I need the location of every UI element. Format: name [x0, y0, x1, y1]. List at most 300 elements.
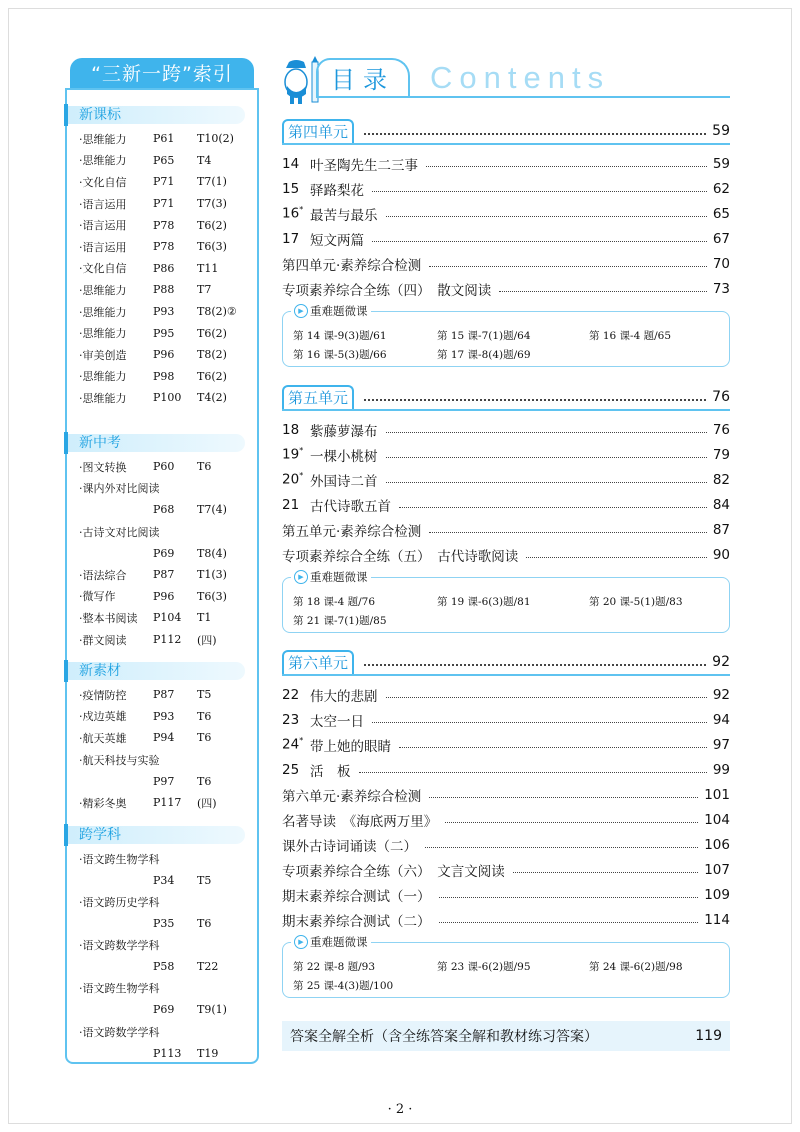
index-item-page: P104 — [153, 611, 182, 625]
entry-optional-mark: * — [299, 736, 304, 746]
entry-number-text: 20 — [282, 471, 300, 488]
dot-leader — [399, 747, 707, 748]
index-item-task: T1 — [197, 611, 212, 625]
index-item-row[interactable] — [67, 456, 257, 478]
play-icon: ▶ — [294, 304, 308, 318]
dot-leader — [526, 557, 707, 558]
toc-entry[interactable] — [282, 907, 730, 932]
index-item-label: ·戍边英雄 — [79, 710, 127, 724]
toc-entry[interactable] — [282, 176, 730, 201]
index-item-label: ·精彩冬奥 — [79, 796, 127, 810]
dot-leader — [399, 507, 707, 508]
entry-title: 带上她的眼睛 — [310, 738, 391, 755]
index-item-label: ·语文跨生物学科 — [79, 852, 160, 866]
entry-number — [282, 762, 310, 778]
dot-leader — [386, 432, 707, 433]
index-item-page: P78 — [153, 240, 175, 254]
index-item-task: T10(2) — [197, 132, 234, 146]
entry-optional-mark: * — [299, 205, 304, 215]
entry-page: 109 — [704, 886, 730, 903]
index-item-row[interactable] — [67, 279, 257, 301]
entry-title: 紫藤萝瀑布 — [310, 423, 378, 440]
dot-leader — [364, 133, 706, 135]
micro-lesson-grid — [293, 959, 719, 993]
index-item-task: T6(2) — [197, 326, 227, 340]
micro-lesson-item[interactable]: 第 14 课-9(3)题/61 — [293, 330, 387, 342]
index-list — [67, 684, 257, 814]
micro-lesson-title: 重难题微课 — [310, 304, 368, 318]
micro-lesson-item[interactable]: 第 24 课-6(2)题/98 — [589, 961, 683, 973]
entry-page: 79 — [712, 446, 730, 463]
index-item-row[interactable] — [67, 1042, 257, 1064]
index-item-row[interactable] — [67, 214, 257, 236]
index-item-row[interactable] — [67, 499, 257, 521]
index-item-page: P86 — [153, 261, 175, 275]
micro-lesson-item[interactable]: 第 17 课-8(4)题/69 — [437, 349, 531, 361]
entry-title: 第四单元·素养综合检测 — [282, 257, 422, 274]
dot-leader — [372, 722, 707, 723]
index-item-label: ·语言运用 — [79, 240, 127, 254]
entry-number — [282, 471, 310, 488]
toc-entry[interactable] — [282, 542, 730, 567]
micro-lesson-header — [291, 934, 371, 950]
entry-number-text: 15 — [282, 180, 300, 197]
entry-number-text: 23 — [282, 711, 300, 728]
index-item-label: ·群文阅读 — [79, 633, 127, 647]
entry-number-text: 14 — [282, 155, 300, 172]
index-item-label: ·思维能力 — [79, 154, 127, 168]
index-item-row[interactable] — [67, 999, 257, 1021]
index-item-label-row — [67, 934, 257, 956]
entry-title: 第六单元·素养综合检测 — [282, 788, 422, 805]
index-item-task: T6 — [197, 460, 212, 474]
index-item-row[interactable] — [67, 956, 257, 978]
index-item-task: T6(3) — [197, 240, 227, 254]
toc-subtitle: Contents — [430, 60, 611, 95]
index-item-row[interactable] — [67, 344, 257, 366]
index-item-row[interactable] — [67, 792, 257, 814]
dot-leader — [364, 399, 706, 401]
toc-entry[interactable] — [282, 226, 730, 251]
index-item-task: T7(4) — [197, 503, 227, 517]
entry-page: 97 — [712, 736, 730, 753]
toc-entry[interactable] — [282, 492, 730, 517]
dot-leader — [499, 291, 707, 292]
index-item-row[interactable] — [67, 542, 257, 564]
index-item-task: T19 — [197, 1046, 219, 1060]
index-item-task: T7(1) — [197, 175, 227, 189]
index-item-label: ·语文跨历史学科 — [79, 895, 160, 909]
toc-entry[interactable] — [282, 832, 730, 857]
index-item-row[interactable] — [67, 727, 257, 749]
index-item-page: P71 — [153, 175, 175, 189]
index-item-label: ·思维能力 — [79, 391, 127, 405]
entry-number — [282, 497, 310, 513]
index-item-label-row — [67, 891, 257, 913]
micro-lesson-box — [282, 935, 730, 998]
index-item-label: ·语文跨数学学科 — [79, 1025, 160, 1039]
index-item-label: ·航天科技与实验 — [79, 753, 160, 767]
index-item-label: ·思维能力 — [79, 283, 127, 297]
index-item-row[interactable] — [67, 913, 257, 935]
index-item-row[interactable] — [67, 870, 257, 892]
unit-header[interactable] — [282, 650, 730, 676]
entry-page: 104 — [704, 811, 730, 828]
entry-number-text: 21 — [282, 496, 300, 513]
index-item-page: P97 — [153, 774, 175, 788]
index-item-page: P117 — [153, 796, 182, 810]
micro-lesson-item[interactable]: 第 15 课-7(1)题/64 — [437, 330, 531, 342]
micro-lesson-box — [282, 304, 730, 367]
entry-page: 87 — [712, 521, 730, 538]
entry-number — [282, 422, 310, 438]
index-item-page: P69 — [153, 546, 175, 560]
index-item-task: (四) — [197, 796, 217, 810]
entry-title: 太空一日 — [310, 713, 364, 730]
toc-entry[interactable] — [282, 707, 730, 732]
entry-title: 伟大的悲剧 — [310, 688, 378, 705]
index-item-row[interactable] — [67, 258, 257, 280]
index-item-label: ·航天英雄 — [79, 731, 127, 745]
dot-leader — [386, 216, 707, 217]
entry-list — [282, 417, 730, 567]
dot-leader — [386, 457, 707, 458]
micro-lesson-item[interactable]: 第 20 课-5(1)题/83 — [589, 596, 683, 608]
page-number: · 2 · — [387, 1102, 413, 1117]
index-item-task: T6 — [197, 917, 212, 931]
entry-number-text: 19 — [282, 446, 300, 463]
entry-page: 59 — [712, 155, 730, 172]
index-list — [67, 456, 257, 650]
index-item-label: ·微写作 — [79, 590, 116, 604]
index-item-page: P96 — [153, 348, 175, 362]
index-list — [67, 848, 257, 1064]
toc-entry[interactable] — [282, 201, 730, 226]
entry-number — [282, 181, 310, 197]
micro-lesson-item[interactable]: 第 16 课-5(3)题/66 — [293, 349, 387, 361]
index-item-task: T8(2) — [197, 348, 227, 362]
index-item-page: P65 — [153, 153, 175, 167]
entry-title: 外国诗二首 — [310, 473, 378, 490]
entry-optional-mark: * — [299, 471, 304, 481]
index-item-page: P71 — [153, 197, 175, 211]
entry-title: 最苦与最乐 — [310, 207, 378, 224]
entry-number — [282, 712, 310, 728]
micro-lesson-header — [291, 569, 371, 585]
index-item-label: ·语文跨数学学科 — [79, 939, 160, 953]
entry-title: 叶圣陶先生二三事 — [310, 157, 418, 174]
unit-section — [282, 385, 730, 633]
index-item-label-row — [67, 749, 257, 771]
unit-page: 76 — [712, 389, 730, 405]
index-section-title: 新中考 — [67, 434, 245, 452]
answers-entry[interactable] — [282, 1021, 730, 1051]
index-item-page: P58 — [153, 960, 175, 974]
entry-page: 90 — [712, 546, 730, 563]
index-item-task: T4(2) — [197, 391, 227, 405]
micro-lesson-item[interactable]: 第 25 课-4(3)题/100 — [293, 980, 394, 992]
unit-title: 第六单元 — [282, 650, 354, 674]
index-item-task: T6(2) — [197, 369, 227, 383]
index-item-label: ·疫情防控 — [79, 688, 127, 702]
index-item-row[interactable] — [67, 586, 257, 608]
index-item-task: T8(4) — [197, 546, 227, 560]
entry-title: 第五单元·素养综合检测 — [282, 523, 422, 540]
index-item-label-row — [67, 1021, 257, 1043]
index-item-row[interactable] — [67, 770, 257, 792]
entry-number — [282, 446, 310, 463]
dot-leader — [426, 166, 707, 167]
index-item-row[interactable] — [67, 684, 257, 706]
dot-leader — [429, 266, 707, 267]
index-item-task: T8(2)② — [197, 305, 237, 319]
index-list — [67, 128, 257, 409]
micro-lesson-title: 重难题微课 — [310, 570, 368, 584]
unit-section — [282, 650, 730, 998]
toc-entry[interactable] — [282, 467, 730, 492]
index-item-label-row — [67, 478, 257, 500]
index-item-row[interactable] — [67, 607, 257, 629]
index-section — [67, 434, 257, 650]
index-item-page: P87 — [153, 568, 175, 582]
micro-lesson-item[interactable]: 第 18 课-4 题/76 — [293, 596, 376, 608]
entry-page: 114 — [704, 911, 730, 928]
index-item-page: P96 — [153, 589, 175, 603]
index-item-task: T7(3) — [197, 197, 227, 211]
index-item-page: P93 — [153, 305, 175, 319]
entry-title: 驿路梨花 — [310, 182, 364, 199]
index-item-label-row — [67, 521, 257, 543]
entry-title: 课外古诗词诵读（二） — [282, 838, 417, 855]
entry-title: 古代诗歌五首 — [310, 498, 391, 515]
entry-page: 101 — [704, 786, 730, 803]
index-item-page: P35 — [153, 917, 175, 931]
entry-title: 名著导读 《海底两万里》 — [282, 813, 438, 830]
index-item-label: ·整本书阅读 — [79, 611, 138, 625]
index-item-row[interactable] — [67, 366, 257, 388]
entry-title: 活 板 — [310, 763, 351, 780]
entry-page: 84 — [712, 496, 730, 513]
index-section — [67, 106, 257, 409]
entry-page: 94 — [712, 711, 730, 728]
entry-number — [282, 205, 310, 222]
index-panel — [65, 88, 259, 1064]
unit-page: 92 — [712, 654, 730, 670]
index-item-label: ·思维能力 — [79, 370, 127, 384]
index-item-page: P113 — [153, 1046, 182, 1060]
entry-title: 专项素养综合全练（五） 古代诗歌阅读 — [282, 548, 519, 565]
entry-number-text: 24 — [282, 736, 300, 753]
entry-number-text: 16 — [282, 205, 300, 222]
index-title: “三新一跨”索引 — [70, 58, 254, 90]
index-section-title: 跨学科 — [67, 826, 245, 844]
index-item-page: P88 — [153, 283, 175, 297]
index-item-task: T9(1) — [197, 1003, 227, 1017]
dot-leader — [372, 191, 707, 192]
index-item-label-row — [67, 978, 257, 1000]
entry-number — [282, 687, 310, 703]
entry-page: 73 — [712, 280, 730, 297]
dot-leader — [372, 241, 707, 242]
entry-page: 82 — [712, 471, 730, 488]
index-item-task: T6 — [197, 774, 212, 788]
entry-title: 期末素养综合测试（二） — [282, 913, 431, 930]
toc-entry[interactable] — [282, 151, 730, 176]
index-item-row[interactable] — [67, 171, 257, 193]
entry-page: 62 — [712, 180, 730, 197]
play-icon: ▶ — [294, 935, 308, 949]
entry-title: 期末素养综合测试（一） — [282, 888, 431, 905]
index-item-task: T5 — [197, 688, 212, 702]
index-item-row[interactable] — [67, 564, 257, 586]
index-item-row[interactable] — [67, 629, 257, 651]
index-item-label: ·文化自信 — [79, 262, 127, 276]
answers-page: 119 — [695, 1028, 722, 1044]
entry-title: 一棵小桃树 — [310, 448, 378, 465]
entry-page: 76 — [712, 421, 730, 438]
index-item-label: ·课内外对比阅读 — [79, 482, 160, 496]
toc-entry[interactable] — [282, 732, 730, 757]
dot-leader — [364, 664, 706, 666]
index-item-task: T11 — [197, 261, 219, 275]
entry-number-text: 18 — [282, 421, 300, 438]
micro-lesson-header — [291, 303, 371, 319]
index-item-task: T1(3) — [197, 568, 227, 582]
unit-title: 第四单元 — [282, 119, 354, 143]
dot-leader — [445, 822, 698, 823]
dot-leader — [359, 772, 707, 773]
toc-entry[interactable] — [282, 882, 730, 907]
entry-page: 106 — [704, 836, 730, 853]
toc-entry[interactable] — [282, 857, 730, 882]
toc-entry[interactable] — [282, 757, 730, 782]
entry-title: 专项素养综合全练（四） 散文阅读 — [282, 282, 492, 299]
index-item-label: ·思维能力 — [79, 132, 127, 146]
index-item-label: ·语言运用 — [79, 219, 127, 233]
toc-entry[interactable] — [282, 517, 730, 542]
micro-lesson-item[interactable]: 第 19 课-6(3)题/81 — [437, 596, 531, 608]
entry-number — [282, 156, 310, 172]
entry-page: 99 — [712, 761, 730, 778]
entry-list — [282, 682, 730, 932]
index-item-page: P34 — [153, 873, 175, 887]
toc-entry[interactable] — [282, 782, 730, 807]
index-item-task: T5 — [197, 873, 212, 887]
micro-lesson-item[interactable]: 第 16 课-4 题/65 — [589, 330, 672, 342]
unit-header[interactable] — [282, 119, 730, 145]
dot-leader — [386, 482, 707, 483]
index-item-task: T6 — [197, 731, 212, 745]
index-item-task: T6(2) — [197, 218, 227, 232]
dot-leader — [429, 797, 698, 798]
index-section — [67, 662, 257, 814]
micro-lesson-item[interactable]: 第 22 课-8 题/93 — [293, 961, 376, 973]
toc-entry[interactable] — [282, 807, 730, 832]
index-item-task: T7 — [197, 283, 212, 297]
index-item-label: ·思维能力 — [79, 305, 127, 319]
index-item-label: ·图文转换 — [79, 460, 127, 474]
unit-title: 第五单元 — [282, 385, 354, 409]
micro-lesson-grid — [293, 594, 719, 628]
index-section-title: 新课标 — [67, 106, 245, 124]
play-icon: ▶ — [294, 570, 308, 584]
index-item-page: P93 — [153, 709, 175, 723]
entry-number — [282, 231, 310, 247]
micro-lesson-title: 重难题微课 — [310, 935, 368, 949]
answers-title: 答案全解全析（含全练答案全解和教材练习答案） — [290, 1029, 598, 1045]
index-item-row[interactable] — [67, 322, 257, 344]
index-section — [67, 826, 257, 1064]
entry-page: 70 — [712, 255, 730, 272]
index-item-page: P87 — [153, 688, 175, 702]
entry-list — [282, 151, 730, 301]
entry-number-text: 22 — [282, 686, 300, 703]
index-item-page: P69 — [153, 1003, 175, 1017]
index-item-label: ·审美创造 — [79, 348, 127, 362]
unit-page: 59 — [712, 123, 730, 139]
micro-lesson-grid — [293, 328, 719, 362]
micro-lesson-box — [282, 570, 730, 633]
unit-section — [282, 119, 730, 367]
index-item-label: ·语言运用 — [79, 197, 127, 211]
index-item-label-row — [67, 848, 257, 870]
entry-page: 65 — [712, 205, 730, 222]
entry-optional-mark: * — [299, 446, 304, 456]
index-item-task: T6(3) — [197, 589, 227, 603]
index-item-page: P100 — [153, 391, 182, 405]
index-item-row[interactable] — [67, 301, 257, 323]
index-item-row[interactable] — [67, 236, 257, 258]
dot-leader — [425, 847, 698, 848]
entry-number-text: 25 — [282, 761, 300, 778]
index-item-page: P61 — [153, 132, 175, 146]
index-item-row[interactable] — [67, 706, 257, 728]
entry-page: 107 — [704, 861, 730, 878]
index-item-label: ·语法综合 — [79, 568, 127, 582]
index-item-label: ·思维能力 — [79, 327, 127, 341]
index-item-page: P95 — [153, 326, 175, 340]
header-rule — [316, 96, 730, 98]
toc-title: 目录 — [316, 58, 410, 98]
micro-lesson-item[interactable]: 第 23 课-6(2)题/95 — [437, 961, 531, 973]
toc-entry[interactable] — [282, 682, 730, 707]
toc-entry[interactable] — [282, 442, 730, 467]
index-item-label: ·语文跨生物学科 — [79, 982, 160, 996]
index-item-page: P60 — [153, 460, 175, 474]
index-item-row[interactable] — [67, 150, 257, 172]
entry-page: 67 — [712, 230, 730, 247]
toc-entry[interactable] — [282, 251, 730, 276]
dot-leader — [513, 872, 698, 873]
entry-title: 专项素养综合全练（六） 文言文阅读 — [282, 863, 505, 880]
dot-leader — [439, 897, 699, 898]
entry-number — [282, 736, 310, 753]
dot-leader — [429, 532, 707, 533]
index-item-row[interactable] — [67, 128, 257, 150]
unit-header[interactable] — [282, 385, 730, 411]
micro-lesson-item[interactable]: 第 21 课-7(1)题/85 — [293, 615, 387, 627]
index-item-page: P112 — [153, 633, 182, 647]
toc-entry[interactable] — [282, 417, 730, 442]
index-item-page: P94 — [153, 731, 175, 745]
index-item-row[interactable] — [67, 387, 257, 409]
index-item-row[interactable] — [67, 193, 257, 215]
entry-number-text: 17 — [282, 230, 300, 247]
index-item-task: T22 — [197, 960, 219, 974]
dot-leader — [439, 922, 699, 923]
index-item-page: P98 — [153, 369, 175, 383]
toc-entry[interactable] — [282, 276, 730, 301]
